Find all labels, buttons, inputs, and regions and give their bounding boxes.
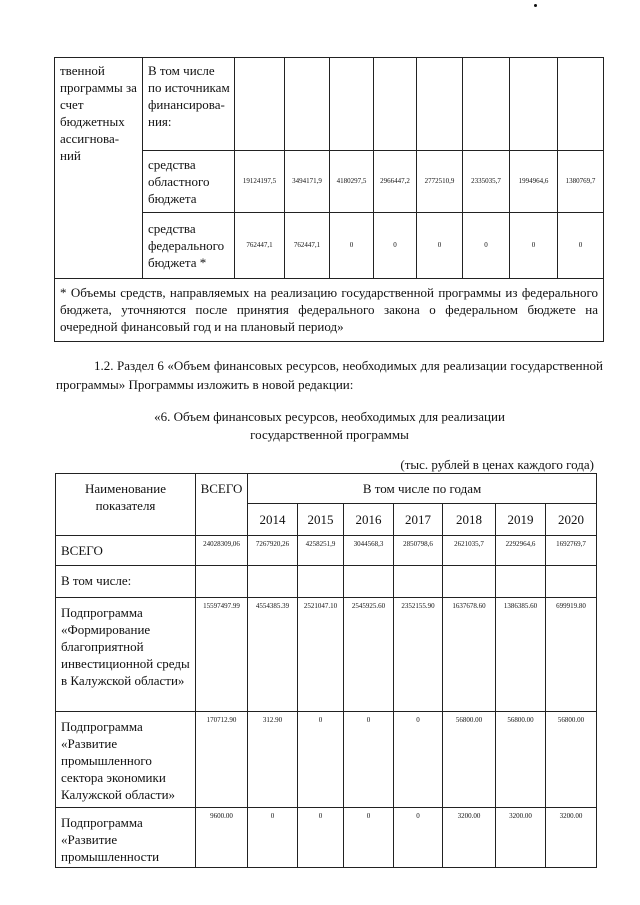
value-cell: 2521047.10 <box>298 598 344 712</box>
value-cell: 762447,1 <box>235 213 285 279</box>
units-note: (тыс. рублей в ценах каждого года) <box>400 457 594 472</box>
value-cell: 3200.00 <box>443 808 496 868</box>
value-cell: 1637678.60 <box>443 598 496 712</box>
row-name: В том числе: <box>56 566 196 598</box>
value-cell: 3494171,9 <box>285 151 330 213</box>
total-cell: 15597497.99 <box>196 598 248 712</box>
value-cell: 2850798,6 <box>394 536 443 566</box>
year-header: 2020 <box>546 504 597 536</box>
table-row <box>56 808 597 868</box>
value-cell: 7267920,26 <box>248 536 298 566</box>
value-cell: 0 <box>344 712 394 808</box>
value-cell: 2545925.60 <box>344 598 394 712</box>
table-row <box>56 536 597 566</box>
value-cell: 2352155.90 <box>394 598 443 712</box>
header-name: Наименование показателя <box>56 474 196 536</box>
section-title-line2: государственной программы <box>250 427 409 442</box>
value-cell: 1994964,6 <box>510 151 558 213</box>
value-cell: 0 <box>394 808 443 868</box>
value-cell: 4554385.39 <box>248 598 298 712</box>
amendment-paragraph: 1.2. Раздел 6 «Объем финансовых ресурсов, необходимых для реализации государственной программы» Программы изложить в новой редакции: <box>56 358 603 392</box>
header-total: ВСЕГО <box>196 474 248 536</box>
financing-table <box>55 473 597 868</box>
value-cell: 312.90 <box>248 712 298 808</box>
year-header: 2015 <box>298 504 344 536</box>
table-row <box>56 566 597 598</box>
value-cell: 19124197,5 <box>235 151 285 213</box>
table-row <box>56 712 597 808</box>
value-cell: 4180297,5 <box>330 151 374 213</box>
year-header: 2017 <box>394 504 443 536</box>
footnote: * Объемы средств, направляемых на реализацию государственной программы из федерального бюджета, уточняются после принятия федерального закона о федеральном бюджете на очередной финансовый год и на плановый период» <box>55 279 604 342</box>
row-label: средства федерального бюджета * <box>143 213 235 279</box>
value-cell: 699919.80 <box>546 598 597 712</box>
value-cell: 3200.00 <box>496 808 546 868</box>
value-cell: 0 <box>558 213 604 279</box>
value-cell: 0 <box>394 712 443 808</box>
top-financing-table <box>54 57 604 342</box>
value-cell: 3200.00 <box>546 808 597 868</box>
value-cell: 2772510,9 <box>417 151 463 213</box>
value-cell: 0 <box>330 213 374 279</box>
section-title <box>56 408 603 444</box>
value-cell: 0 <box>298 808 344 868</box>
value-cell: 2292964,6 <box>496 536 546 566</box>
value-cell: 1692769,7 <box>546 536 597 566</box>
value-cell: 0 <box>248 808 298 868</box>
value-cell: 1386385.60 <box>496 598 546 712</box>
value-cell: 2621035,7 <box>443 536 496 566</box>
value-cell: 3044568,3 <box>344 536 394 566</box>
header-years-group: В том числе по годам <box>248 474 597 504</box>
value-cell: 2966447,2 <box>374 151 417 213</box>
value-cell: 762447,1 <box>285 213 330 279</box>
total-cell: 24028309,06 <box>196 536 248 566</box>
row-name: Подпрограмма «Развитие промышленности <box>56 808 196 868</box>
value-cell: 2335035,7 <box>463 151 510 213</box>
value-cell: 56800.00 <box>443 712 496 808</box>
table-row <box>56 598 597 712</box>
value-cell: 4258251,9 <box>298 536 344 566</box>
total-cell: 170712.90 <box>196 712 248 808</box>
row-name: Подпрограмма «Формирование благоприятной инвестиционной среды в Калужской области» <box>56 598 196 712</box>
total-cell: 9600.00 <box>196 808 248 868</box>
value-cell: 0 <box>417 213 463 279</box>
sources-label-cell: В том числе по источникам финансирова-ния: <box>143 58 235 151</box>
row-name: ВСЕГО <box>56 536 196 566</box>
value-cell: 0 <box>344 808 394 868</box>
value-cell: 1380769,7 <box>558 151 604 213</box>
value-cell: 0 <box>374 213 417 279</box>
row-name: Подпрограмма «Развитие промышленного сектора экономики Калужской области» <box>56 712 196 808</box>
value-cell: 56800.00 <box>546 712 597 808</box>
value-cell: 56800.00 <box>496 712 546 808</box>
value-cell: 0 <box>510 213 558 279</box>
year-header: 2016 <box>344 504 394 536</box>
scan-speck <box>534 4 537 7</box>
row-label: средства областного бюджета <box>143 151 235 213</box>
value-cell: 0 <box>298 712 344 808</box>
year-header: 2018 <box>443 504 496 536</box>
program-continued-cell: твенной программы за счет бюджетных ассигнова-ний <box>55 58 143 279</box>
year-header: 2014 <box>248 504 298 536</box>
value-cell: 0 <box>463 213 510 279</box>
section-title-line1: «6. Объем финансовых ресурсов, необходимых для реализации <box>154 409 505 424</box>
year-header: 2019 <box>496 504 546 536</box>
